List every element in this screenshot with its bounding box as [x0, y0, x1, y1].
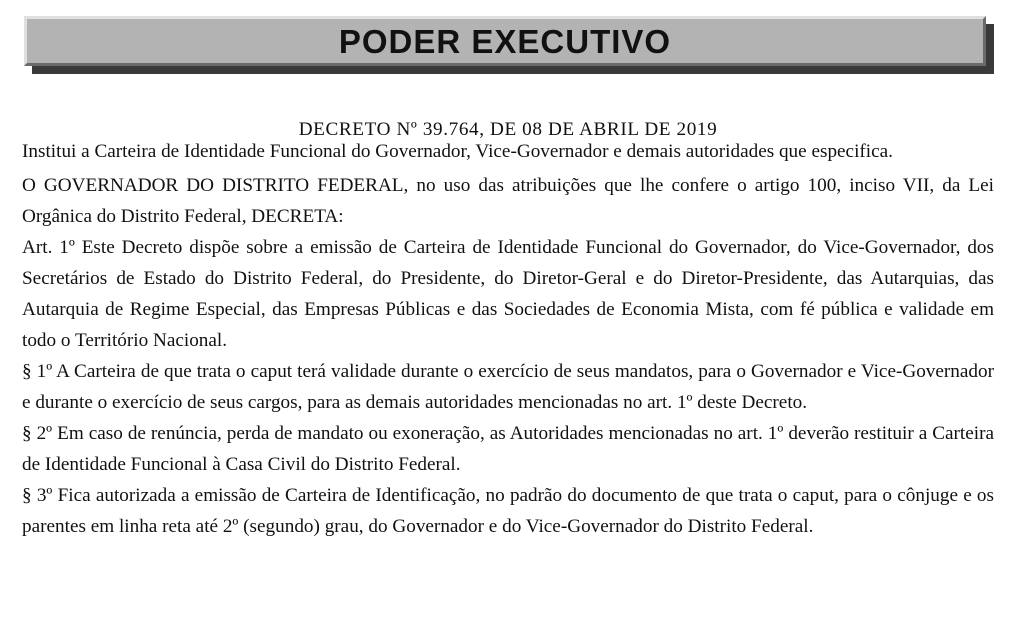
decree-ementa: Institui a Carteira de Identidade Funcional do Governador, Vice-Governador e demais autoridades que especifica. — [22, 141, 893, 162]
section-title: PODER EXECUTIVO — [338, 23, 672, 60]
banner-box — [24, 16, 986, 66]
paragraph-2: § 2º Em caso de renúncia, perda de mandato ou exoneração, as Autoridades mencionadas no art. 1º deverão restituir a Carteira de Identidade Funcional à Casa Civil do Distrito Federal. — [22, 423, 994, 475]
paragraph-1: § 1º A Carteira de que trata o caput terá validade durante o exercício de seus mandatos, para o Governador e Vice-Governador e durante o exercício de seus cargos, para as demais autoridades mencionadas no art. 1º deste Decreto. — [22, 361, 994, 413]
paragraph-3: § 3º Fica autorizada a emissão de Carteira de Identificação, no padrão do documento de que trata o caput, para o cônjuge e os parentes em linha reta até 2º (segundo) grau, do Governador e do Vice-Governador do Distrito Federal. — [22, 485, 994, 537]
decree-preamble: O GOVERNADOR DO DISTRITO FEDERAL, no uso das atribuições que lhe confere o artigo 100, inciso VII, da Lei Orgânica do Distrito Federal, DECRETA: — [22, 175, 994, 227]
article-1: Art. 1º Este Decreto dispõe sobre a emissão de Carteira de Identidade Funcional do Governador, do Vice-Governador, dos Secretários de Estado do Distrito Federal, do Presidente, do Diretor-Geral e do Diretor-Presidente, das Autarquias, das Autarquia de Regime Especial, das Empresas Públicas e das Sociedades de Economia Mista, com fé pública e validade em todo o Território Nacional. — [22, 237, 994, 351]
decree-title: DECRETO Nº 39.764, DE 08 DE ABRIL DE 2019 — [298, 119, 718, 140]
section-banner — [24, 16, 996, 76]
decree-body — [22, 118, 994, 542]
